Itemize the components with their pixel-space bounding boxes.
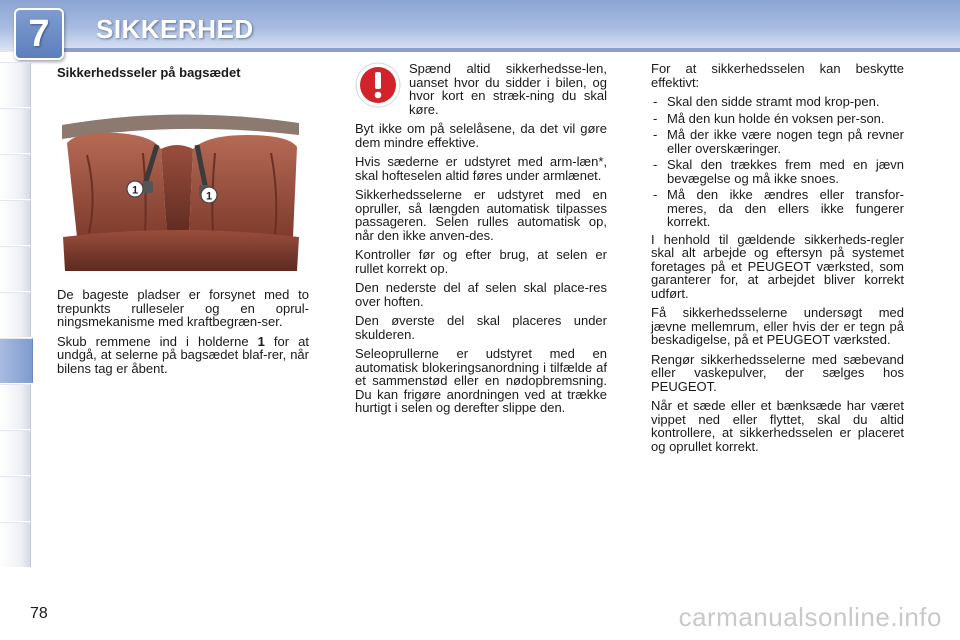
side-tab-6[interactable] bbox=[0, 292, 31, 337]
list-item: - Må den kun holde én voksen per-son. bbox=[651, 112, 904, 126]
chapter-side-tabs bbox=[0, 62, 34, 582]
side-tab-2[interactable] bbox=[0, 108, 31, 153]
right-paragraph-3: Rengør sikkerhedsselerne med sæbevand eller vaskepulver, der sælges hos PEUGEOT. bbox=[651, 351, 904, 394]
left-paragraph-1: De bageste pladser er forsynet med to trepunkts rulleseler og en oprul-ningsmekanisme med kraftbegræn-ser. bbox=[57, 287, 309, 329]
svg-text:1: 1 bbox=[205, 190, 213, 203]
right-column bbox=[651, 62, 904, 459]
middle-paragraph-2: Hvis sæderne er udstyret med arm-læn*, skal hofteselen altid føres under armlænet. bbox=[355, 154, 607, 183]
middle-paragraph-1: Byt ikke om på selelåsene, da det vil gøre dem mindre effektive. bbox=[355, 121, 607, 150]
side-tab-3[interactable] bbox=[0, 154, 31, 199]
side-tab-4[interactable] bbox=[0, 200, 31, 245]
side-tab-11[interactable] bbox=[0, 522, 31, 567]
right-paragraph-1: I henhold til gældende sikkerheds-regler skal alt arbejde og eftersyn på systemet foretages på et PEUGEOT værksted, som garanterer for, at arbejdet bliver korrekt udført. bbox=[651, 231, 904, 301]
page-number: 78 bbox=[30, 605, 48, 622]
right-paragraph-4: Når et sæde eller et bænksæde har været vippet ned eller flyttet, skal du altid kontrollere, at sikkerhedsselen er placeret og oprullet korrekt. bbox=[651, 398, 904, 454]
list-item: - Må den ikke ændres eller transfor-meres, da den ellers ikke fungerer korrekt. bbox=[651, 188, 904, 229]
right-paragraph-2: Få sikkerhedsselerne undersøgt med jævne mellemrum, eller hvis der er tegn på beskadigelse, på et PEUGEOT værksted. bbox=[651, 305, 904, 347]
side-tab-5[interactable] bbox=[0, 246, 31, 291]
chapter-tab[interactable] bbox=[14, 8, 64, 60]
middle-paragraph-5: Den nederste del af selen skal place-res over hoften. bbox=[355, 280, 607, 309]
list-item: - Må der ikke være nogen tegn på revner eller overskæringer. bbox=[651, 128, 904, 155]
callout-badge-1a bbox=[127, 181, 143, 197]
right-intro: For at sikkerhedsselen kan beskytte effektivt: bbox=[651, 61, 904, 90]
list-item: - Skal den sidde stramt mod krop-pen. bbox=[651, 95, 904, 109]
callout-badge-1b bbox=[201, 187, 217, 203]
middle-column bbox=[355, 62, 607, 421]
rear-seat-illustration bbox=[57, 95, 304, 275]
side-tab-10[interactable] bbox=[0, 476, 31, 521]
middle-paragraph-6: Den øverste del skal placeres under skulderen. bbox=[355, 313, 607, 342]
left-paragraph-2: Skub remmene ind i holderne 1 for at undgå, at selerne på bagsædet blaf-rer, når bilens tag er åbent. bbox=[57, 333, 309, 376]
side-tab-8[interactable] bbox=[0, 384, 31, 429]
list-item: - Skal den trækkes frem med en jævn bevægelse og må ikke snoes. bbox=[651, 158, 904, 185]
requirements-list bbox=[651, 95, 904, 229]
header-underline bbox=[48, 48, 960, 52]
page-title: SIKKERHED bbox=[96, 14, 254, 44]
left-column bbox=[57, 66, 309, 80]
svg-text:1: 1 bbox=[131, 184, 139, 197]
side-tab-9[interactable] bbox=[0, 430, 31, 475]
left-text bbox=[57, 288, 309, 381]
rear-seat-photo bbox=[57, 95, 304, 275]
middle-paragraph-7: Seleoprullerne er udstyret med en automatisk blokeringsanordning i tilfælde af et sammenstød eller en nødopbremsning. Du kan frigøre anordningen ved at trække hurtigt i selen og derefter slippe den. bbox=[355, 346, 607, 415]
side-tab-1[interactable] bbox=[0, 62, 31, 107]
watermark: carmanualsonline.info bbox=[678, 602, 942, 632]
middle-paragraph-4: Kontroller før og efter brug, at selen er rullet korrekt op. bbox=[355, 247, 607, 276]
chapter-number: 7 bbox=[28, 12, 50, 55]
middle-paragraph-3: Sikkerhedsselerne er udstyret med en opruller, så længden automatisk tilpasses passageren. Selen rulles automatisk op, når den ikke anven-des. bbox=[355, 187, 607, 243]
section-title: Sikkerhedsseler på bagsædet bbox=[57, 65, 241, 80]
warning-text: Spænd altid sikkerhedsse-len, uanset hvor du sidder i bilen, og hvor kort en stræk-ning du skal køre. bbox=[409, 61, 607, 117]
side-tab-7-active[interactable] bbox=[0, 338, 33, 383]
